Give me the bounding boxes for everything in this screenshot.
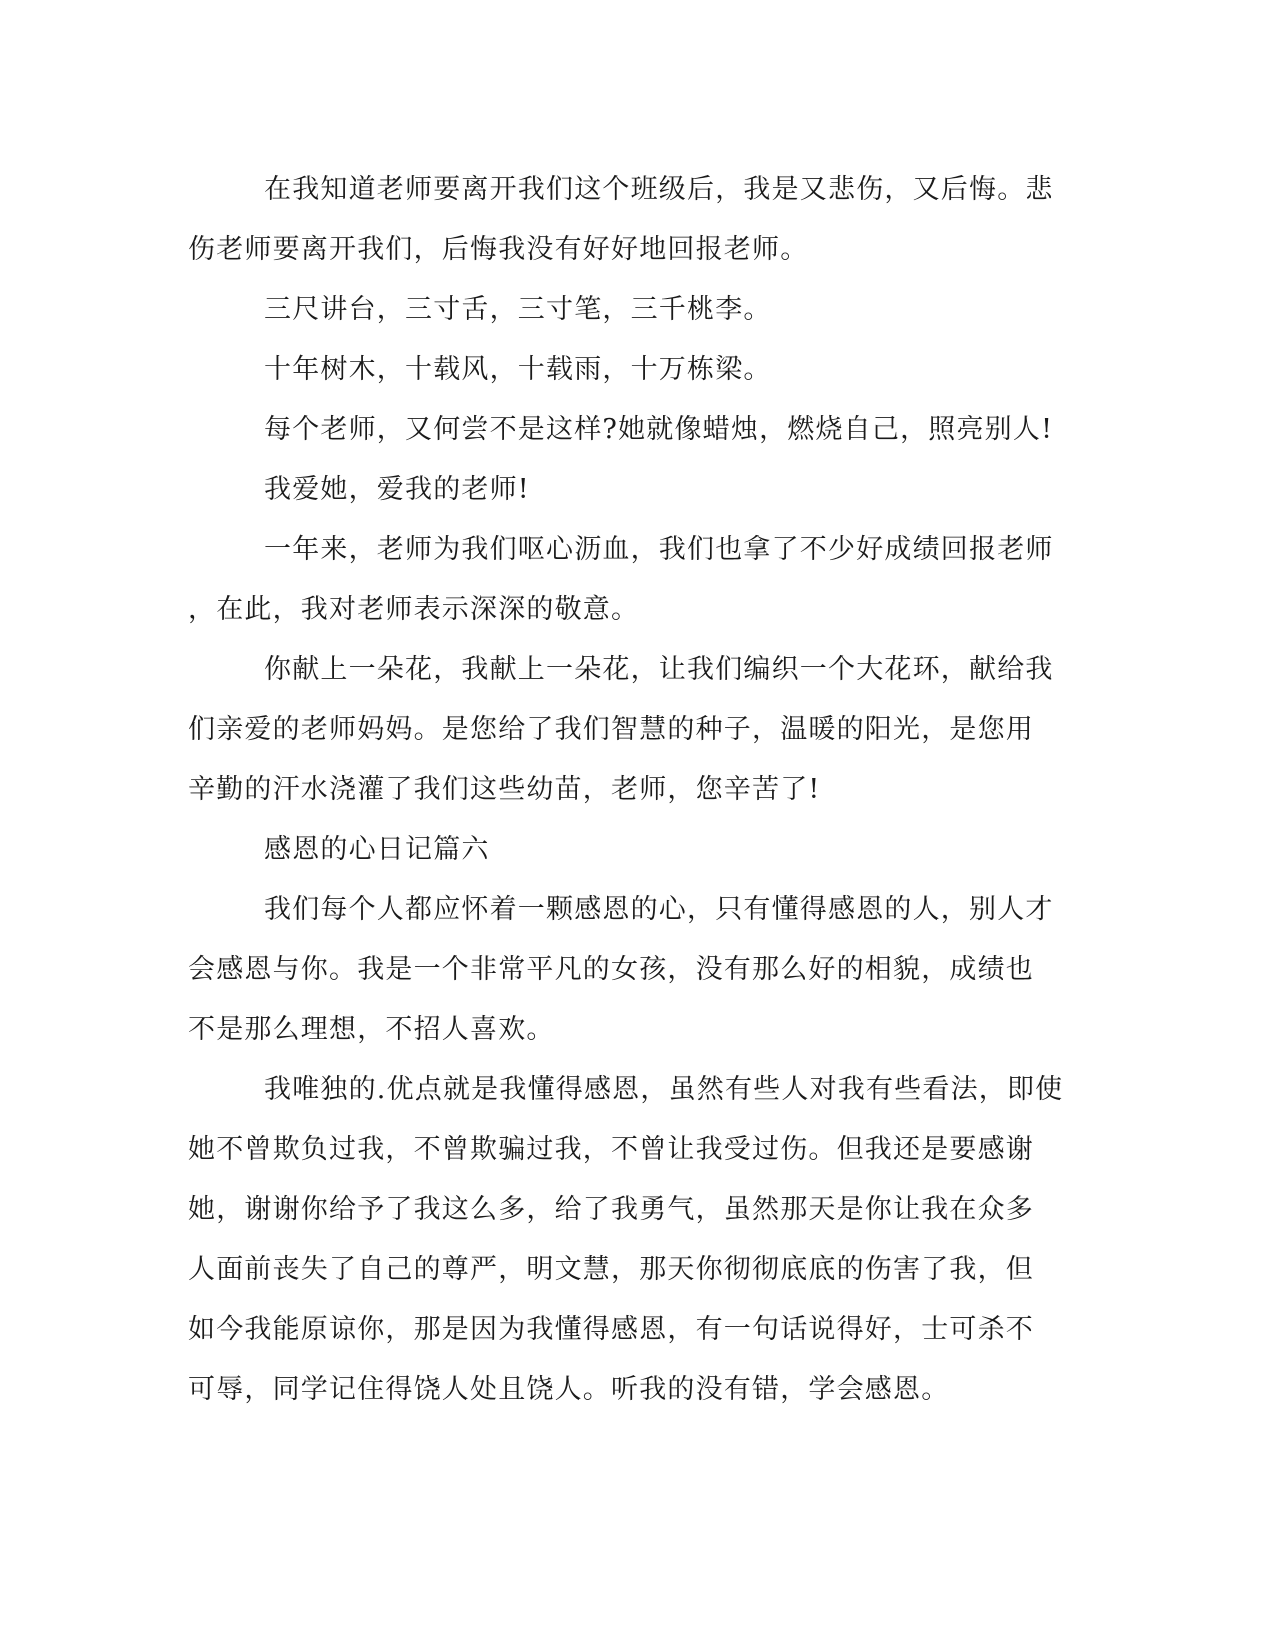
text-line: 三尺讲台，三寸舌，三寸笔，三千桃李。 xyxy=(264,294,772,325)
text-line: 你献上一朵花，我献上一朵花，让我们编织一个大花环，献给我 xyxy=(264,654,1054,685)
document-body xyxy=(188,160,1083,1420)
text-line: 感恩的心日记篇六 xyxy=(264,834,490,865)
text-line: 十年树木，十载风，十载雨，十万栋梁。 xyxy=(264,354,772,385)
text-line: 一年来，老师为我们呕心沥血，我们也拿了不少好成绩回报老师 xyxy=(264,534,1054,565)
text-line: 在我知道老师要离开我们这个班级后，我是又悲伤，又后悔。悲 xyxy=(264,174,1054,205)
text-line: 会感恩与你。我是一个非常平凡的女孩，没有那么好的相貌，成绩也 xyxy=(188,954,1034,985)
text-line: 们亲爱的老师妈妈。是您给了我们智慧的种子，温暖的阳光，是您用 xyxy=(188,714,1034,745)
text-line: 她，谢谢你给予了我这么多，给了我勇气，虽然那天是你让我在众多 xyxy=(188,1194,1034,1225)
text-line: 我爱她，爱我的老师! xyxy=(264,474,530,505)
text-line: 如今我能原谅你，那是因为我懂得感恩，有一句话说得好，士可杀不 xyxy=(188,1314,1034,1345)
text-line: 人面前丧失了自己的尊严，明文慧，那天你彻彻底底的伤害了我，但 xyxy=(188,1254,1034,1285)
text-line: 可辱，同学记住得饶人处且饶人。听我的没有错，学会感恩。 xyxy=(188,1374,950,1405)
text-line: 伤老师要离开我们，后悔我没有好好地回报老师。 xyxy=(188,234,809,265)
text-line: 她不曾欺负过我，不曾欺骗过我，不曾让我受过伤。但我还是要感谢 xyxy=(188,1134,1034,1165)
text-line: ，在此，我对老师表示深深的敬意。 xyxy=(188,594,640,625)
text-line: 每个老师，又何尝不是这样?她就像蜡烛，燃烧自己，照亮别人! xyxy=(264,414,1054,445)
text-line: 辛勤的汗水浇灌了我们这些幼苗，老师，您辛苦了! xyxy=(188,774,821,805)
text-line: 我们每个人都应怀着一颗感恩的心，只有懂得感恩的人，别人才 xyxy=(264,894,1054,925)
text-line: 我唯独的.优点就是我懂得感恩，虽然有些人对我有些看法，即使 xyxy=(264,1074,1064,1105)
text-line: 不是那么理想，不招人喜欢。 xyxy=(188,1014,555,1045)
